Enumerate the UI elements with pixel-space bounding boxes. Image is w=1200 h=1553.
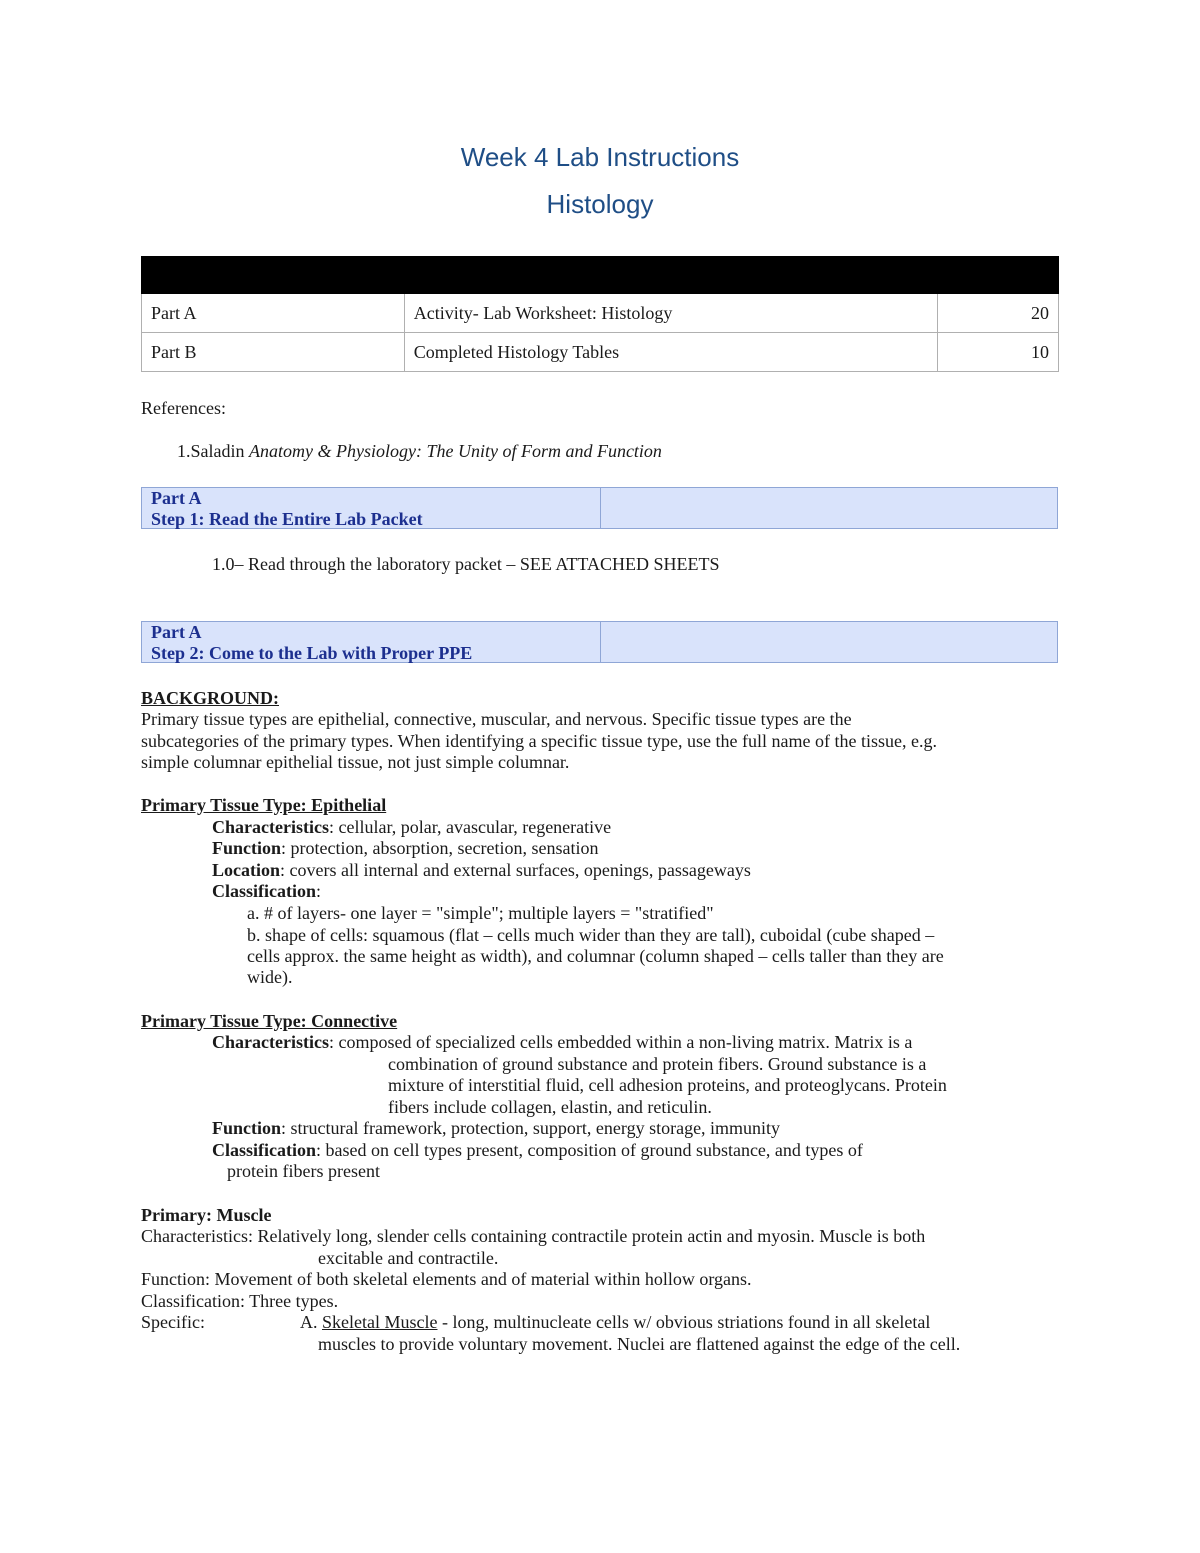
table-row: [142, 294, 1059, 333]
connective-characteristics: Characteristics: composed of specialized cells embedded within a non-living matrix. Matrix is a: [212, 1032, 913, 1052]
reference-number: 1.: [177, 441, 191, 461]
references-label: References:: [141, 398, 226, 418]
table-cell-points: 10: [938, 333, 1059, 372]
epithelial-characteristics: Characteristics: cellular, polar, avascular, regenerative: [212, 817, 612, 837]
muscle-characteristics: Characteristics: Relatively long, slender cells containing contractile protein actin and myosin. Muscle is both: [141, 1226, 926, 1246]
muscle-characteristics-cont: excitable and contractile.: [318, 1248, 499, 1268]
step2-heading: Part A Step 2: Come to the Lab with Proper PPE: [151, 622, 473, 663]
step1-box: [141, 487, 1058, 529]
table-cell-activity: Activity- Lab Worksheet: Histology: [404, 294, 937, 333]
epithelial-class-b: b. shape of cells: squamous (flat – cells much wider than they are tall), cuboidal (cube shaped –: [247, 925, 935, 945]
table-header-row: [142, 257, 1059, 294]
reference-title: Anatomy & Physiology: The Unity of Form and Function: [249, 441, 662, 461]
connective-characteristics-cont: mixture of interstitial fluid, cell adhesion proteins, and proteoglycans. Protein: [388, 1075, 947, 1095]
connective-classification: Classification: based on cell types present, composition of ground substance, and types of: [212, 1140, 863, 1160]
page-subtitle: Histology: [546, 189, 654, 219]
epithelial-class-a: a. # of layers- one layer = "simple"; multiple layers = "stratified": [247, 903, 714, 923]
background-heading: BACKGROUND:: [141, 688, 279, 708]
epithelial-class-b: wide).: [247, 967, 293, 987]
step2-box: [141, 621, 1058, 663]
step1-heading: Part A Step 1: Read the Entire Lab Packet: [151, 488, 423, 529]
epithelial-function: Function: protection, absorption, secretion, sensation: [212, 838, 599, 858]
epithelial-class-b: cells approx. the same height as width), and columnar (column shaped – cells taller than they are: [247, 946, 944, 966]
muscle-specific-a: A. Skeletal Muscle - long, multinucleate cells w/ obvious striations found in all skeletal: [300, 1312, 931, 1332]
table-row: [142, 333, 1059, 372]
background-line: subcategories of the primary types. When identifying a specific tissue type, use the full name of the tissue, e.g.: [141, 731, 937, 751]
table-cell-part: Part A: [142, 294, 405, 333]
connective-function: Function: structural framework, protection, support, energy storage, immunity: [212, 1118, 781, 1138]
epithelial-classification: Classification:: [212, 881, 322, 901]
muscle-classification: Classification: Three types.: [141, 1291, 339, 1311]
muscle-function: Function: Movement of both skeletal elements and of material within hollow organs.: [141, 1269, 752, 1289]
muscle-heading: Primary: Muscle: [141, 1205, 272, 1225]
epithelial-location: Location: covers all internal and external surfaces, openings, passageways: [212, 860, 751, 880]
epithelial-heading: Primary Tissue Type: Epithelial: [141, 795, 387, 815]
step2-divider: [600, 622, 601, 662]
step1-instruction: 1.0– Read through the laboratory packet – SEE ATTACHED SHEETS: [212, 554, 720, 574]
background-line: simple columnar epithelial tissue, not just simple columnar.: [141, 752, 570, 772]
page-title: Week 4 Lab Instructions: [460, 142, 740, 172]
connective-characteristics-cont: fibers include collagen, elastin, and reticulin.: [388, 1097, 712, 1117]
reference-author: Saladin: [190, 441, 249, 461]
grading-table: [141, 256, 1059, 372]
muscle-specific-a-cont: muscles to provide voluntary movement. Nuclei are flattened against the edge of the cell.: [318, 1334, 961, 1354]
table-cell-activity: Completed Histology Tables: [404, 333, 937, 372]
muscle-specific-label: Specific:: [141, 1312, 205, 1332]
background-line: Primary tissue types are epithelial, connective, muscular, and nervous. Specific tissue types are the: [141, 709, 852, 729]
step1-divider: [600, 488, 601, 528]
connective-heading: Primary Tissue Type: Connective: [141, 1011, 398, 1031]
skeletal-muscle-term: Skeletal Muscle: [322, 1312, 438, 1332]
reference-item: [177, 441, 662, 462]
connective-classification-cont: protein fibers present: [227, 1161, 380, 1181]
connective-characteristics-cont: combination of ground substance and protein fibers. Ground substance is a: [388, 1054, 927, 1074]
table-cell-points: 20: [938, 294, 1059, 333]
table-cell-part: Part B: [142, 333, 405, 372]
